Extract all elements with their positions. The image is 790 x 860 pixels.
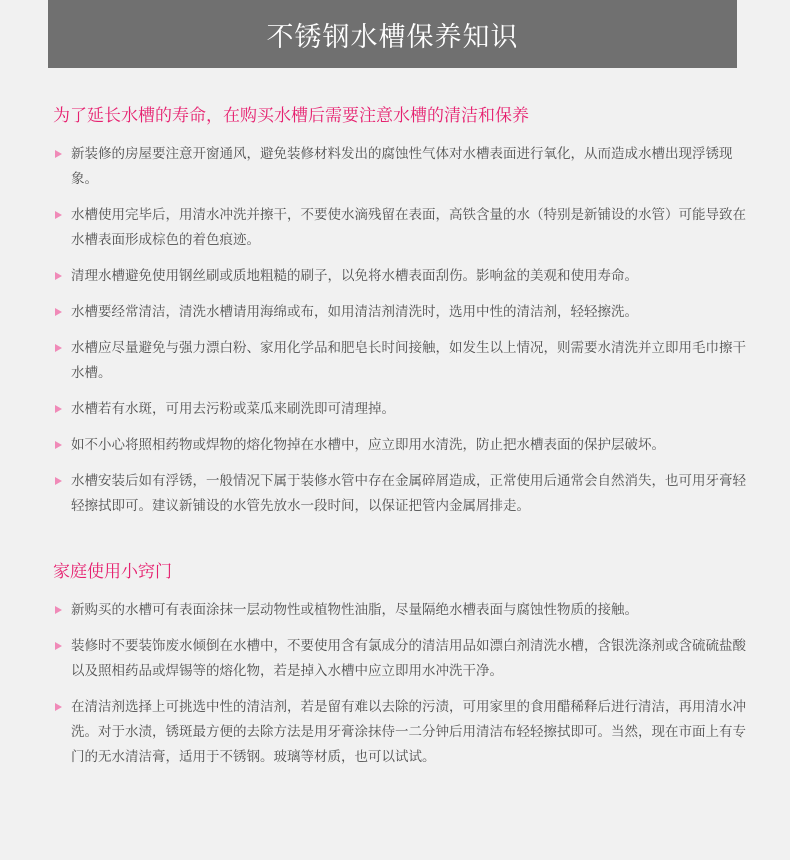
list-item — [53, 695, 753, 770]
list-item-text: 在清洁剂选择上可挑选中性的清洁剂，若是留有难以去除的污渍，可用家里的食用醋稀释后进行清洁，再用清水冲洗。对于水渍，锈斑最方便的去除方法是用牙膏涂抹侍一二分钟后用清洁布轻轻擦拭即可。当然，现在市面上有专门的无水清洁膏，适用于不锈钢。玻璃等材质，也可以试试。 — [71, 699, 746, 765]
list-item — [53, 203, 753, 253]
list-item — [53, 598, 753, 623]
triangle-bullet-icon — [55, 308, 62, 316]
title-banner — [48, 0, 737, 68]
list-item — [53, 634, 753, 684]
list-item-text: 新购买的水槽可有表面涂抹一层动物性或植物性油脂，尽量隔绝水槽表面与腐蚀性物质的接触。 — [71, 602, 638, 618]
list-item — [53, 469, 753, 519]
list-item — [53, 264, 753, 289]
list-item — [53, 300, 753, 325]
triangle-bullet-icon — [55, 405, 62, 413]
list-item — [53, 336, 753, 386]
triangle-bullet-icon — [55, 606, 62, 614]
list-item-text: 清理水槽避免使用钢丝刷或质地粗糙的刷子，以免将水槽表面刮伤。影响盆的美观和使用寿命。 — [71, 268, 638, 284]
triangle-bullet-icon — [55, 150, 62, 158]
triangle-bullet-icon — [55, 344, 62, 352]
list-item-text: 装修时不要装饰废水倾倒在水槽中，不要使用含有氯成分的清洁用品如漂白剂清洗水槽，含银洗涤剂或含硫硫盐酸以及照相药品或焊锡等的熔化物，若是掉入水槽中应立即用水冲洗干净。 — [71, 638, 746, 679]
list-item — [53, 142, 753, 192]
list-item-text: 水槽要经常清洁，清洗水槽请用海绵或布，如用清洁剂清洗时，选用中性的清洁剂，轻轻擦洗。 — [71, 304, 638, 320]
triangle-bullet-icon — [55, 211, 62, 219]
list-item-text: 水槽若有水斑，可用去污粉或菜瓜来刷洗即可清理掉。 — [71, 401, 395, 417]
section-home-tips — [53, 560, 753, 781]
list-item-text: 如不小心将照相药物或焊物的熔化物掉在水槽中，应立即用水清洗，防止把水槽表面的保护层破坏。 — [71, 437, 665, 453]
list-item-text: 新装修的房屋要注意开窗通风，避免装修材料发出的腐蚀性气体对水槽表面进行氧化，从而造成水槽出现浮锈现象。 — [71, 146, 733, 187]
page-title: 不锈钢水槽保养知识 — [266, 21, 519, 53]
triangle-bullet-icon — [55, 441, 62, 449]
list-item-text: 水槽应尽量避免与强力漂白粉、家用化学品和肥皂长时间接触，如发生以上情况，则需要水清洗并立即用毛巾擦干水槽。 — [71, 340, 746, 381]
section-care-basics — [53, 104, 753, 530]
section-heading: 为了延长水槽的寿命，在购买水槽后需要注意水槽的清洁和保养 — [53, 106, 529, 126]
list-item — [53, 397, 753, 422]
triangle-bullet-icon — [55, 642, 62, 650]
triangle-bullet-icon — [55, 477, 62, 485]
list-item-text: 水槽安装后如有浮锈，一般情况下属于装修水管中存在金属碎屑造成，正常使用后通常会自然消失，也可用牙膏轻轻擦拭即可。建议新铺设的水管先放水一段时间，以保证把管内金属屑排走。 — [71, 473, 746, 514]
list-item — [53, 433, 753, 458]
triangle-bullet-icon — [55, 272, 62, 280]
list-item-text: 水槽使用完毕后，用清水冲洗并擦干，不要使水滴残留在表面，高铁含量的水（特别是新铺设的水管）可能导致在水槽表面形成棕色的着色痕迹。 — [71, 207, 746, 248]
section-heading: 家庭使用小窍门 — [53, 562, 172, 582]
triangle-bullet-icon — [55, 703, 62, 711]
